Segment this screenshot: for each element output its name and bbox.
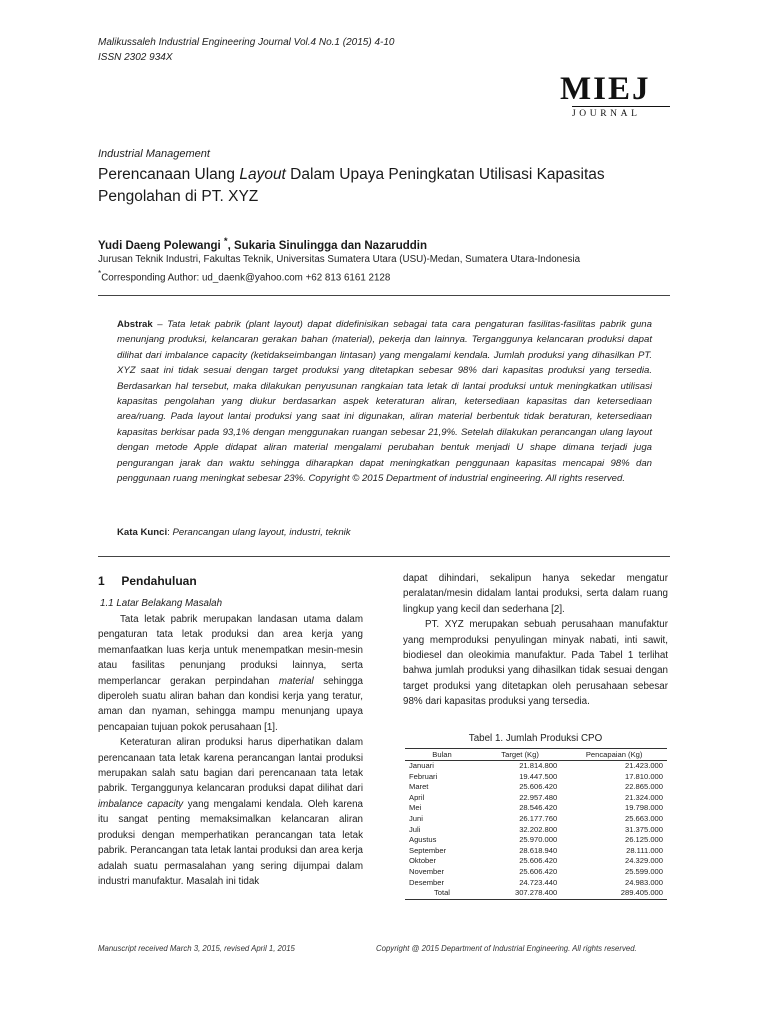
table-row <box>405 846 667 857</box>
cell-achievement: 25.663.000 <box>624 813 663 823</box>
table-row <box>405 793 667 804</box>
cell-achievement: 31.375.000 <box>624 824 663 834</box>
table-row <box>405 814 667 825</box>
corresponding-mark: * <box>98 269 102 278</box>
paragraph: PT. XYZ merupakan sebuah perusahaan manufaktur yang memproduksi penyulingan minyak nabati, inti sawit, biodiesel dan oleokimia manufaktur. Pada Tabel 1 terlihat bahwa jumlah produksi yang dihasilkan tidak sesuai dengan target produksi yang ditetapkan oleh perusahaan sebesar 98% dari kapasitas produksi yang tersedia. <box>403 619 668 708</box>
body-column-right <box>403 571 668 710</box>
cell-target: 28.618.940 <box>519 845 558 855</box>
title-part1: Perencanaan Ulang <box>98 166 240 183</box>
header-target: Target (Kg) <box>479 749 561 761</box>
cell-achievement: 22.865.000 <box>624 782 663 792</box>
corresponding-author-mark: * <box>223 236 228 247</box>
corresponding-author: Corresponding Author: ud_daenk@yahoo.com +62 813 6161 2128 <box>101 272 391 284</box>
cell-achievement: 19.798.000 <box>624 803 663 813</box>
corresponding-line <box>98 267 698 285</box>
cell-achievement: 25.599.000 <box>624 866 663 876</box>
cell-month: Desember <box>409 877 445 887</box>
cell-achievement: 24.329.000 <box>624 856 663 866</box>
paragraph-text: Keteraturan aliran produksi harus diperhatikan dalam perencanaan tata letak karena perancangan lantai produksi merupakan salah satu bagian dari perencanaan tata letak pabrik. Terganggunya kelancaran produksi dapat dilihat dari <box>98 737 363 795</box>
cell-total-target: 307.278.400 <box>479 888 561 899</box>
section-heading <box>98 574 197 588</box>
cell-target: 26.177.760 <box>519 813 558 823</box>
cell-month: Oktober <box>409 856 437 866</box>
cell-target: 28.546.420 <box>519 803 558 813</box>
logo-main-text: MIEJ <box>560 71 651 107</box>
journal-citation: Malikussaleh Industrial Engineering Journal Vol.4 No.1 (2015) 4-10 <box>98 37 395 48</box>
cell-target: 25.606.420 <box>519 866 558 876</box>
table-row <box>405 772 667 783</box>
affiliation-block <box>98 253 698 285</box>
table-row <box>405 856 667 867</box>
body-column-left <box>98 612 363 889</box>
author-list <box>98 236 427 252</box>
keywords <box>117 527 351 538</box>
cell-achievement: 21.324.000 <box>624 792 663 802</box>
cell-month: Januari <box>409 761 434 770</box>
header-month: Bulan <box>405 749 479 761</box>
abstract-dash: – <box>152 319 168 330</box>
cell-month: September <box>409 845 447 855</box>
cell-month: April <box>409 792 425 802</box>
cell-achievement: 21.423.000 <box>624 761 663 770</box>
table-header-row <box>405 749 667 761</box>
table-caption: Tabel 1. Jumlah Produksi CPO <box>468 733 603 744</box>
header-achievement: Pencapaian (Kg) <box>561 749 667 761</box>
logo-sub-text: JOURNAL <box>572 106 670 120</box>
manuscript-note: Manuscript received March 3, 2015, revised April 1, 2015 <box>98 944 295 953</box>
paragraph: dapat dihindari, sekalipun hanya sekedar mengatur peralatan/mesin didalam lantai produksi, serta dalam ruang lingkup yang kecil dan sederhana [2]. <box>403 573 668 615</box>
cell-month: Maret <box>409 782 429 792</box>
paragraph-emphasis: material <box>278 675 314 687</box>
table-row <box>405 761 667 772</box>
paragraph-text: sehingga diperoleh suatu aliran bahan dan kondisi kerja yang teratur, aman dan nyaman, sehingga mampu menunjang upaya pencapaian tujuan pokok perusahaan [1]. <box>98 675 363 733</box>
section-number: 1 <box>98 574 105 588</box>
other-authors: , Sukaria Sinulingga dan Nazaruddin <box>227 239 427 252</box>
subsection-title: Latar Belakang Masalah <box>116 598 223 609</box>
table-total-row <box>405 888 667 899</box>
keywords-colon: : <box>167 527 173 538</box>
paragraph-text: Tata letak pabrik merupakan landasan utama dalam pengaturan tata letak produksi dan area kerja yang memanfaatkan luas kerja untuk menempatkan mesin-mesin atau fasilitas penunjang produksi lainnya, serta memperlancar gerakan perpindahan <box>98 614 363 687</box>
table-row <box>405 782 667 793</box>
subsection-number: 1.1 <box>100 598 114 609</box>
table-row <box>405 825 667 836</box>
copyright-note: Copyright @ 2015 Department of Industrial Engineering. All rights reserved. <box>376 944 637 953</box>
abstract-label: Abstrak <box>117 319 153 330</box>
cell-target: 32.202.800 <box>519 824 558 834</box>
subsection-heading <box>100 598 222 609</box>
journal-logo <box>560 72 670 120</box>
table-row <box>405 803 667 814</box>
paragraph <box>98 612 363 735</box>
cell-month: Mei <box>409 803 422 813</box>
cell-achievement: 17.810.000 <box>624 771 663 781</box>
article-title <box>98 164 678 208</box>
first-author: Yudi Daeng Polewangi <box>98 239 221 252</box>
cell-achievement: 24.983.000 <box>624 877 663 887</box>
cell-target: 22.957.480 <box>519 792 558 802</box>
cell-target: 24.723.440 <box>519 877 558 887</box>
title-part2: Dalam Upaya Peningkatan Utilisasi Kapasitas Pengolahan di PT. XYZ <box>98 166 605 205</box>
table-row <box>405 867 667 878</box>
affiliation: Jurusan Teknik Industri, Fakultas Teknik, Universitas Sumatera Utara (USU)-Medan, Sumatera Utara-Indonesia <box>98 254 581 265</box>
cell-month: Juli <box>409 824 421 834</box>
journal-issn: ISSN 2302 934X <box>98 52 173 63</box>
cell-target: 25.970.000 <box>519 835 558 845</box>
top-divider <box>98 295 670 296</box>
abstract-text: Tata letak pabrik (plant layout) dapat didefinisikan sebagai tata cara pengaturan fasilitas-fasilitas pabrik guna menunjang produksi, kelancaran gerakan bahan (material), pekerja dan lainnya. Terganggunya kelancaran produksi dapat dilihat dari imbalance capacity (ketidakseimbangan lintasan) yang mengalami kendala. Jumlah produksi yang dihasilkan PT. XYZ saat ini tidak sesuai dengan target produksi yang ditetapkan sebesar 98% dari kapasitas produksi yang tersedia. Berdasarkan hal tersebut, maka dilakukan penyusunan rangkaian tata letak di lantai produksi untuk meningkatkan utilisasi kapasitas pengolahan yang diukur berdasarkan aspek keteraturan aliran, ketersediaan kapasitas dan ketersediaan area/ruang. Pada layout lantai produksi yang saat ini digunakan, aliran material berbentuk tidak beraturan, ketersediaan kapasitas berkisar pada 93,1% dengan menggunakan ruangan sebesar 21,9%. Setelah dilakukan perancangan ulang layout dengan metode Apple didapat aliran material mengalami perubahan bentuk menjadi U shape dimana terjadi juga pengurangan jarak dan waktu sehingga diharapkan dapat meningkatkan penggunaan kapasitas mencapai 98% dan penggunaan ruang meningkat sebesar 23%. Copyright © 2015 Department of industrial engineering. All rights reserved. <box>117 319 652 485</box>
table-row <box>405 835 667 846</box>
cell-target: 19.447.500 <box>519 771 558 781</box>
keywords-text: Perancangan ulang layout, industri, teknik <box>172 527 351 538</box>
production-table <box>405 748 667 900</box>
keywords-label: Kata Kunci <box>117 527 168 538</box>
section-title: Pendahuluan <box>121 574 197 588</box>
cell-target: 21.814.800 <box>519 761 558 770</box>
cell-target: 25.606.420 <box>519 856 558 866</box>
cell-month: Februari <box>409 771 438 781</box>
journal-header <box>98 35 394 65</box>
cell-total-label: Total <box>405 888 479 899</box>
paragraph-text: yang mengalami kendala. Oleh karena itu sangat penting memaksimalkan kelancaran aliran produksi dengan memperhatikan perancangan tata letak pabrik. Perancangan tata letak lantai produksi dan area kerja adalah suatu permasalahan yang sering dijumpai dalam industri manufaktur. Masalah ini tidak <box>98 798 363 887</box>
title-emphasis: Layout <box>239 166 286 183</box>
abstract <box>117 317 652 486</box>
cell-month: November <box>409 866 445 876</box>
cell-achievement: 26.125.000 <box>624 835 663 845</box>
cell-month: Agustus <box>409 835 437 845</box>
cell-target: 25.606.420 <box>519 782 558 792</box>
paragraph-emphasis: imbalance capacity <box>98 798 184 810</box>
paragraph <box>98 735 363 889</box>
table-row <box>405 878 667 889</box>
article-category: Industrial Management <box>98 148 210 160</box>
cell-total-achievement: 289.405.000 <box>561 888 667 899</box>
cell-achievement: 28.111.000 <box>626 845 663 855</box>
cell-month: Juni <box>409 813 423 823</box>
abstract-divider <box>98 556 670 557</box>
